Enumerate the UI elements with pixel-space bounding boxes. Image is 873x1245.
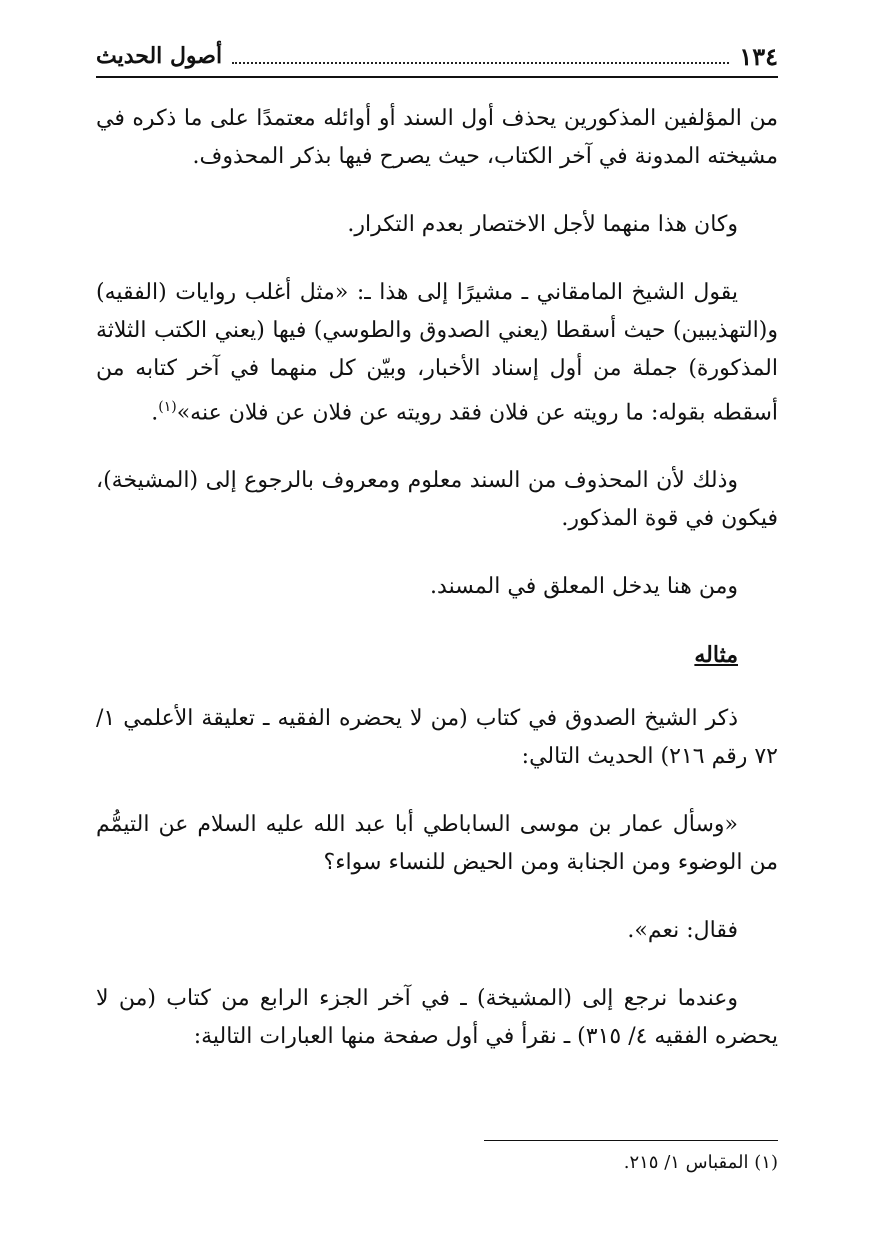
paragraph-3 xyxy=(96,274,778,432)
paragraph-2: وكان هذا منهما لأجل الاختصار بعدم التكرار. xyxy=(347,212,738,237)
page-header xyxy=(96,38,778,74)
header-dots xyxy=(232,48,729,64)
paragraph-9: وعندما نرجع إلى (المشيخة) ـ في آخر الجزء الرابع من كتاب (من لا يحضره الفقيه ٤/ ٣١٥) ـ نقرأ في أول صفحة منها العبارات التالية: xyxy=(96,986,778,1050)
paragraph-8: فقال: نعم». xyxy=(627,918,738,944)
paragraph-7: «وسأل عمار بن موسى الساباطي أبا عبد الله عليه السلام عن التيمُّم من الوضوء ومن الجنابة ومن الحيض للنساء سواء؟ xyxy=(96,812,778,876)
paragraph-5: ومن هنا يدخل المعلق في المسند. xyxy=(430,574,738,600)
running-title: أصول الحديث xyxy=(96,43,223,69)
paragraph-3-text: يقول الشيخ المامقاني ـ مشيرًا إلى هذا ـ: «مثل أغلب روايات (الفقيه) و(التهذيبين) حيث أسقطا (يعني الصدوق والطوسي) فيها (يعني الكتب الثلاثة المذكورة) جملة من أول إسناد الأخبار، وبيّن كل منهما في آخر كتابه من أسقطه بقوله: ما رويته عن فلان فقد رويته عن فلان عن فلان عنه» xyxy=(96,280,778,426)
footnote: (١) المقباس ١/ ٢١٥. xyxy=(623,1152,778,1173)
paragraph-6: ذكر الشيخ الصدوق في كتاب (من لا يحضره الفقيه ـ تعليقة الأعلمي ١/ ٧٢ رقم ٢١٦) الحديث التالي: xyxy=(96,706,778,770)
paragraph-1: من المؤلفين المذكورين يحذف أول السند أو أوائله معتمدًا على ما ذكره في مشيخته المدونة في آخر الكتاب، حيث يصرح فيها بذكر المحذوف. xyxy=(96,106,778,169)
example-heading: مثاله xyxy=(694,642,738,669)
page-number: ١٣٤ xyxy=(739,41,778,71)
header-rule xyxy=(96,76,778,78)
footnote-rule xyxy=(484,1140,778,1141)
paragraph-3-end: . xyxy=(151,400,159,426)
footnote-reference[interactable]: (١) xyxy=(158,399,177,415)
body-text xyxy=(96,100,778,1086)
paragraph-4: وذلك لأن المحذوف من السند معلوم ومعروف بالرجوع إلى (المشيخة)، فيكون في قوة المذكور. xyxy=(96,468,778,532)
